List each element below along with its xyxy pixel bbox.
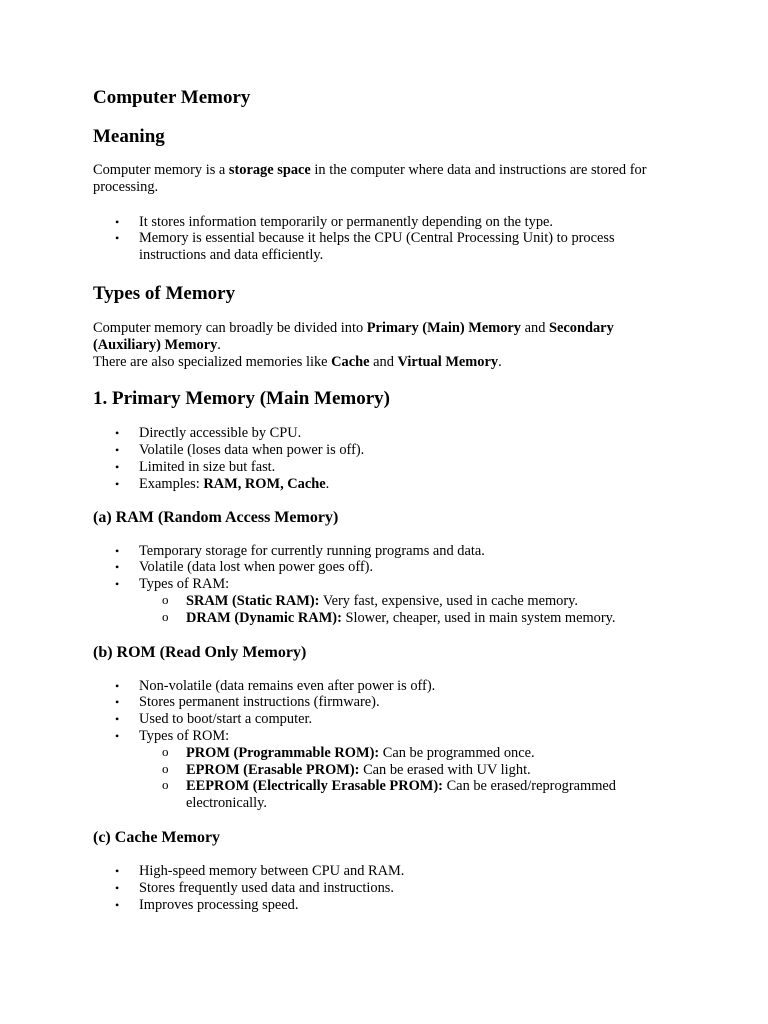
- list-item-text: Limited in size but fast.: [139, 458, 276, 475]
- bold-run: storage space: [228, 162, 311, 178]
- list-item-text: Stores frequently used data and instructions.: [139, 879, 394, 896]
- list-item-text: High-speed memory between CPU and RAM.: [139, 862, 405, 879]
- list-item: [93, 459, 678, 476]
- text-run: and: [521, 319, 549, 336]
- sub-list-item: [93, 778, 678, 812]
- bullet-marker: •: [115, 712, 120, 727]
- list-item-text: It stores information temporarily or permanently depending on the type.: [139, 213, 554, 230]
- text-run: Computer memory can broadly be divided into: [93, 319, 367, 336]
- text-run: Can be erased/reprogrammed electronically.: [186, 778, 616, 812]
- list-item: [93, 880, 678, 897]
- bold-run: Virtual Memory: [397, 353, 499, 370]
- sub-list-item: [93, 593, 678, 610]
- bold-run: DRAM (Dynamic RAM):: [186, 609, 342, 626]
- list-item: [93, 442, 678, 459]
- sub-list-item: [93, 745, 678, 762]
- meaning-list: [93, 214, 678, 264]
- sub-bullet-marker: o: [162, 760, 169, 776]
- document-page: [93, 86, 678, 913]
- text-run: .: [325, 475, 330, 492]
- bold-run: EPROM (Erasable PROM):: [186, 761, 360, 778]
- types-paragraph: [93, 320, 678, 370]
- primary-list: [93, 425, 678, 492]
- text-run: Can be erased with UV light.: [359, 761, 531, 778]
- text-run: Examples:: [139, 475, 204, 492]
- list-item-text: Volatile (loses data when power is off).: [139, 442, 365, 459]
- sub-bullet-marker: o: [162, 591, 169, 607]
- list-item-text: Temporary storage for currently running programs and data.: [139, 542, 485, 559]
- bold-run: Secondary (Auxiliary) Memory: [93, 319, 614, 353]
- list-item-text: Volatile (data lost when power goes off).: [139, 559, 374, 576]
- bullet-marker: •: [115, 577, 120, 592]
- bullet-marker: •: [115, 678, 120, 693]
- list-item-text: Directly accessible by CPU.: [139, 425, 302, 442]
- ram-heading: (a) RAM (Random Access Memory): [93, 508, 339, 526]
- bold-run: SRAM (Static RAM):: [186, 592, 320, 609]
- text-run: .: [498, 353, 502, 370]
- bullet-marker: •: [115, 214, 120, 229]
- list-item-text: Improves processing speed.: [139, 896, 299, 913]
- bullet-marker: •: [115, 543, 120, 558]
- text-run: There are also specialized memories like: [93, 353, 332, 370]
- text-run: Computer memory is a: [93, 162, 229, 178]
- sub-bullet-marker: o: [162, 777, 169, 793]
- primary-heading: 1. Primary Memory (Main Memory): [93, 388, 391, 410]
- bullet-marker: •: [115, 459, 120, 474]
- text-run: and: [369, 353, 398, 370]
- page-title: Computer Memory: [93, 87, 251, 108]
- list-item: [93, 694, 678, 711]
- sub-bullet-marker: o: [162, 743, 169, 759]
- list-item-text: Non-volatile (data remains even after power is off).: [139, 677, 436, 694]
- meaning-paragraph: [93, 162, 678, 196]
- bullet-marker: •: [115, 231, 120, 246]
- bullet-marker: •: [115, 880, 120, 895]
- bullet-marker: •: [115, 863, 120, 878]
- bullet-marker: •: [115, 560, 120, 575]
- list-item: [93, 678, 678, 695]
- rom-list: [93, 678, 678, 812]
- bullet-marker: •: [115, 728, 120, 743]
- list-item: [93, 897, 678, 914]
- list-item: [93, 543, 678, 560]
- sub-bullet-marker: o: [162, 608, 169, 624]
- list-item: [93, 230, 678, 264]
- list-item-text: Stores permanent instructions (firmware).: [139, 694, 380, 711]
- list-item-text: Used to boot/start a computer.: [139, 711, 313, 728]
- text-run: Slower, cheaper, used in main system memory.: [341, 609, 616, 626]
- list-item: [93, 711, 678, 728]
- bold-run: RAM, ROM, Cache: [203, 475, 326, 492]
- bold-run: Primary (Main) Memory: [366, 319, 522, 336]
- meaning-heading: Meaning: [93, 126, 165, 147]
- list-item: [93, 476, 678, 493]
- bullet-marker: •: [115, 695, 120, 710]
- bullet-marker: •: [115, 426, 120, 441]
- ram-list: [93, 543, 678, 627]
- bold-run: EEPROM (Electrically Erasable PROM):: [186, 778, 443, 795]
- bullet-marker: •: [115, 443, 120, 458]
- list-item: [93, 863, 678, 880]
- bold-run: Cache: [331, 353, 370, 370]
- list-item: [93, 214, 678, 231]
- text-run: in the computer where data and instructions are stored for processing.: [93, 162, 647, 195]
- bullet-marker: •: [115, 476, 120, 491]
- rom-heading: (b) ROM (Read Only Memory): [93, 643, 307, 661]
- cache-heading: (c) Cache Memory: [93, 828, 221, 846]
- types-heading: Types of Memory: [93, 282, 236, 304]
- list-item: [93, 576, 678, 593]
- sub-list-item: [93, 610, 678, 627]
- list-item: [93, 728, 678, 745]
- list-item-text: Memory is essential because it helps the CPU (Central Processing Unit) to process instructions and data efficiently.: [139, 230, 615, 264]
- text-run: Can be programmed once.: [379, 744, 535, 761]
- list-item: [93, 425, 678, 442]
- list-item-text: Types of ROM:: [139, 727, 230, 744]
- list-item-text: Types of RAM:: [139, 576, 230, 593]
- cache-list: [93, 863, 678, 913]
- text-run: Very fast, expensive, used in cache memory.: [319, 592, 579, 609]
- bullet-marker: •: [115, 897, 120, 912]
- list-item: [93, 559, 678, 576]
- text-run: .: [217, 336, 221, 353]
- bold-run: PROM (Programmable ROM):: [186, 744, 380, 761]
- sub-list-item: [93, 762, 678, 779]
